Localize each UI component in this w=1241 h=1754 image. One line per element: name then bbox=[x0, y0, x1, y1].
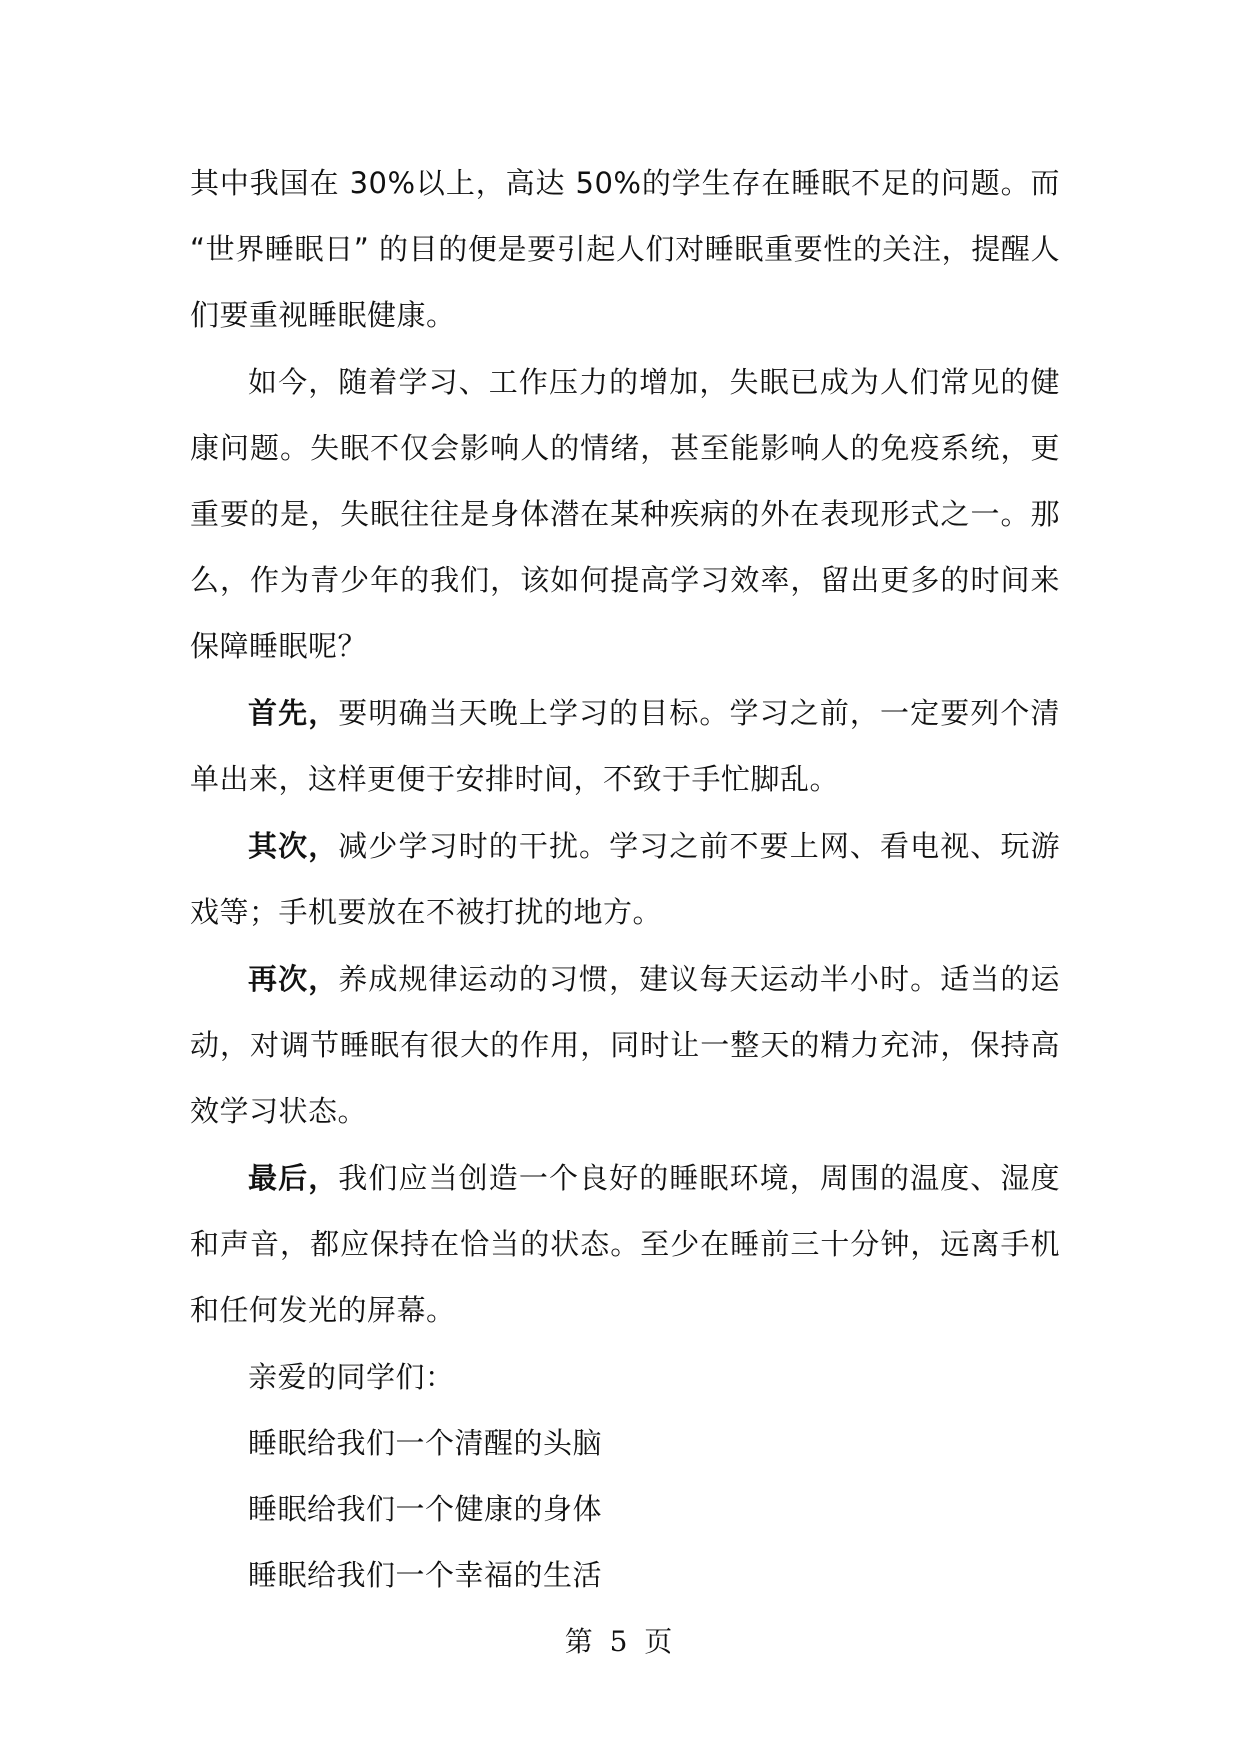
paragraph-first-tip bbox=[190, 680, 1060, 812]
paragraph-third-tip bbox=[190, 946, 1060, 1144]
closing-line: 睡眠给我们一个幸福的生活 bbox=[248, 1558, 603, 1592]
page-number: 第 5 页 bbox=[564, 1625, 677, 1658]
paragraph-text: 如今，随着学习、工作压力的增加，失眠已成为人们常见的健康问题。失眠不仅会影响人的情绪，甚至能影响人的免疫系统，更重要的是，失眠往往是身体潜在某种疾病的外在表现形式之一。那么，作为青少年的我们，该如何提高学习效率，留出更多的时间来保障睡眠呢？ bbox=[190, 365, 1060, 663]
paragraph-second-tip bbox=[190, 813, 1060, 945]
paragraph-statistics bbox=[190, 150, 1060, 348]
document-body bbox=[190, 150, 1060, 1608]
paragraph-text: 我们应当创造一个良好的睡眠环境，周围的温度、湿度和声音，都应保持在恰当的状态。至少在睡前三十分钟，远离手机和任何发光的屏幕。 bbox=[190, 1161, 1060, 1327]
closing-line: 睡眠给我们一个健康的身体 bbox=[248, 1492, 603, 1526]
paragraph-text: 养成规律运动的习惯，建议每天运动半小时。适当的运动，对调节睡眠有很大的作用，同时让一整天的精力充沛，保持高效学习状态。 bbox=[190, 962, 1060, 1128]
paragraph-text: 其中我国在 30%以上，高达 50%的学生存在睡眠不足的问题。而 “世界睡眠日” 的目的便是要引起人们对睡眠重要性的关注，提醒人们要重视睡眠健康。 bbox=[190, 166, 1060, 332]
paragraph-insomnia bbox=[190, 349, 1060, 679]
paragraph-text: 要明确当天晚上学习的目标。学习之前，一定要列个清单出来，这样更便于安排时间，不致于手忙脚乱。 bbox=[190, 696, 1060, 796]
paragraph-lead: 最后， bbox=[248, 1161, 339, 1195]
closing-line: 睡眠给我们一个清醒的头脑 bbox=[248, 1426, 603, 1460]
paragraph-lead: 再次， bbox=[248, 962, 339, 996]
paragraph-lead: 其次， bbox=[248, 829, 339, 863]
paragraph-final-tip bbox=[190, 1145, 1060, 1343]
paragraph-text: 减少学习时的干扰。学习之前不要上网、看电视、玩游戏等；手机要放在不被打扰的地方。 bbox=[190, 829, 1060, 929]
closing-salutation: 亲爱的同学们： bbox=[248, 1360, 455, 1394]
paragraph-lead: 首先， bbox=[248, 696, 339, 730]
